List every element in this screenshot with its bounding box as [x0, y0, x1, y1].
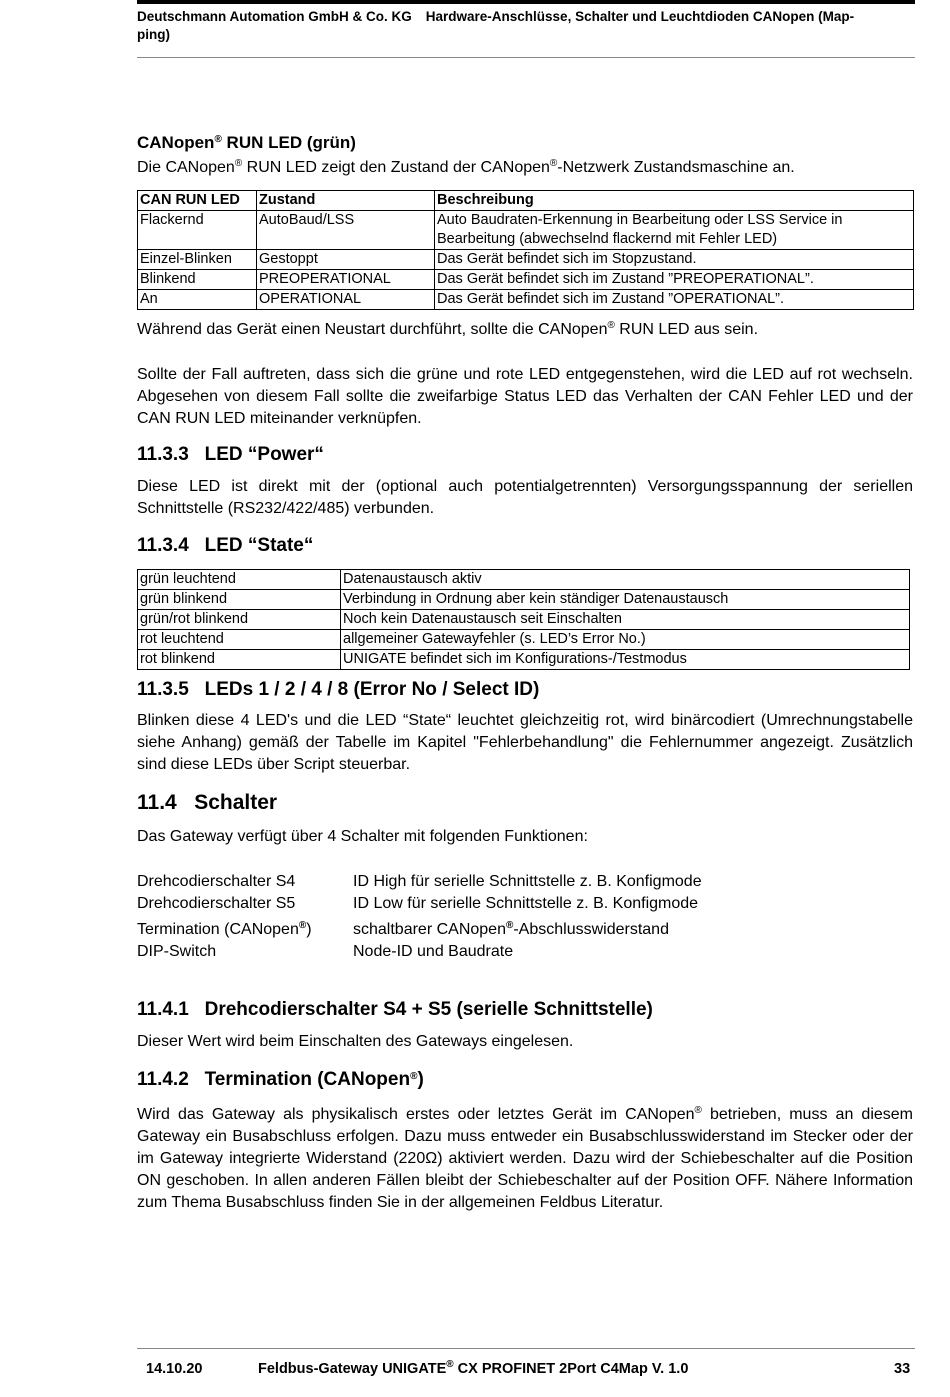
reg-mark: ®: [410, 1071, 418, 1082]
table-cell: Noch kein Datenaustausch seit Einschalten: [341, 610, 910, 630]
table-row: [138, 570, 910, 590]
table-cell: UNIGATE befindet sich im Konfigurations-/Testmodus: [341, 650, 910, 670]
intro-c: -Netzwerk Zustandsmaschine an.: [557, 159, 795, 176]
state-heading: 11.3.4 LED “State“: [137, 535, 314, 556]
table-cell: Verbindung in Ordnung aber kein ständiger Datenaustausch: [341, 590, 910, 610]
power-heading: 11.3.3 LED “Power“: [137, 444, 324, 465]
footer-title-b: CX PROFINET 2Port C4Map V. 1.0: [453, 1361, 689, 1377]
switch-name: Drehcodierschalter S5: [137, 895, 296, 912]
restart-a: Während das Gerät einen Neustart durchführt, sollte die CANopen: [137, 321, 608, 338]
table-row: [138, 590, 910, 610]
run-led-title-b: RUN LED (grün): [221, 133, 356, 152]
termination-heading: [137, 1069, 913, 1091]
run-led-table: [137, 190, 914, 310]
switch-name: Drehcodierschalter S4: [137, 873, 296, 890]
th-zustand: Zustand: [257, 191, 435, 211]
termination-paragraph: [137, 1104, 913, 1214]
intro-b: RUN LED zeigt den Zustand der CANopen: [242, 159, 550, 176]
leds-heading: 11.3.5 LEDs 1 / 2 / 4 / 8 (Error No / Select ID): [137, 679, 540, 700]
reg-mark: ®: [298, 920, 307, 931]
power-paragraph: Diese LED ist direkt mit der (optional auch potentialgetrennten) Versorgungsspannung der seriellen Schnittstelle (RS232/422/485) verbunden.: [137, 478, 913, 517]
switch-function-b: -Abschlusswiderstand: [513, 921, 669, 938]
reg-mark: ®: [549, 158, 558, 169]
table-header-row: [138, 191, 914, 211]
switch-function-a: schaltbarer CANopen: [353, 921, 506, 938]
schalter-intro: Das Gateway verfügt über 4 Schalter mit folgenden Funktionen:: [137, 828, 588, 845]
table-cell: Blinkend: [138, 270, 257, 290]
drehcodier-paragraph: Dieser Wert wird beim Einschalten des Gateways eingelesen.: [137, 1033, 574, 1050]
restart-b: RUN LED aus sein.: [614, 321, 759, 338]
intro-a: Die CANopen: [137, 159, 235, 176]
footer-title-a: Feldbus-Gateway UNIGATE: [258, 1361, 447, 1377]
leds-paragraph: Blinken diese 4 LED's und die LED “State“ leuchtet gleichzeitig rot, wird binärcodiert (Umrechnungstabelle siehe Anhang) gemäß der Tabelle im Kapitel "Fehlerbehandlung" die Fehlernummer angezeigt. Zusätzlich sind diese LEDs über Script steuerbar.: [137, 712, 913, 773]
table-cell: Einzel-Blinken: [138, 250, 257, 270]
footer-rule: [137, 1348, 915, 1349]
table-cell: grün leuchtend: [138, 570, 341, 590]
table-row: [138, 630, 910, 650]
run-led-title: [137, 132, 913, 154]
table-cell: grün/rot blinkend: [138, 610, 341, 630]
switch-name: [137, 919, 312, 941]
table-cell: An: [138, 290, 257, 310]
page-header: [137, 8, 915, 44]
table-row: [138, 250, 914, 270]
reg-mark: ®: [505, 920, 514, 931]
header-top-rule: [137, 0, 915, 4]
termination-text-a: Wird das Gateway als physikalisch erstes oder letztes Gerät im CANopen: [137, 1106, 695, 1123]
termination-heading-a: 11.4.2 Termination (CANopen: [137, 1069, 411, 1090]
table-cell: Datenaustausch aktiv: [341, 570, 910, 590]
table-cell: AutoBaud/LSS: [257, 211, 435, 250]
reg-mark: ®: [446, 1359, 454, 1370]
header-chapter-cont: ping): [137, 27, 170, 42]
conflict-paragraph: Sollte der Fall auftreten, dass sich die grüne und rote LED entgegenstehen, wird die LED auf rot wechseln. Abgesehen von diesem Fall sollte die zweifarbige Status LED das Verhalten der CAN Fehler LED und der CAN RUN LED miteinander verknüpfen.: [137, 366, 913, 427]
switch-name: DIP-Switch: [137, 943, 217, 960]
table-cell: Das Gerät befindet sich im Stopzustand.: [435, 250, 914, 270]
table-row: [138, 290, 914, 310]
reg-mark: ®: [694, 1105, 702, 1116]
switch-function: ID Low für serielle Schnittstelle z. B. Konfigmode: [353, 895, 699, 912]
run-led-title-a: CANopen: [137, 133, 215, 152]
header-chapter: Hardware-Anschlüsse, Schalter und Leuchtdioden CANopen (Map-: [425, 9, 855, 24]
footer-date: 14.10.20: [146, 1361, 203, 1377]
reg-mark: ®: [214, 134, 222, 145]
table-cell: Auto Baudraten-Erkennung in Bearbeitung oder LSS Service in Bearbeitung (abwechselnd flackernd mit Fehler LED): [435, 211, 914, 250]
schalter-heading: 11.4 Schalter: [137, 791, 278, 814]
table-cell: OPERATIONAL: [257, 290, 435, 310]
table-cell: rot leuchtend: [138, 630, 341, 650]
restart-paragraph: [137, 319, 913, 341]
table-cell: PREOPERATIONAL: [257, 270, 435, 290]
table-row: [138, 650, 910, 670]
reg-mark: ®: [234, 158, 243, 169]
table-cell: Das Gerät befindet sich im Zustand ”PREOPERATIONAL”.: [435, 270, 914, 290]
table-cell: Gestoppt: [257, 250, 435, 270]
reg-mark: ®: [607, 320, 615, 331]
table-row: [138, 211, 914, 250]
termination-text-b: betrieben, muss an diesem Gateway ein Busabschluss erfolgen. Dazu muss entweder ein Busabschlusswiderstand im Stecker oder der im Gateway integrierte Widerstand (220Ω) aktiviert werden. Dazu wird der Schiebeschalter auf die Position ON geschoben. In allen anderen Fällen bleibt der Schiebeschalter auf der Position OFF. Nähere Information zum Thema Busabschluss finden Sie in der allgemeinen Feldbus Literatur.: [137, 1106, 914, 1211]
table-cell: rot blinkend: [138, 650, 341, 670]
header-company: Deutschmann Automation GmbH & Co. KG: [137, 9, 412, 24]
table-cell: grün blinkend: [138, 590, 341, 610]
header-rule: [137, 57, 915, 58]
table-row: [138, 270, 914, 290]
run-led-intro: [137, 157, 913, 179]
footer-title: [258, 1361, 688, 1377]
switch-function: [353, 919, 669, 941]
termination-heading-b: ): [417, 1069, 424, 1090]
table-cell: Flackernd: [138, 211, 257, 250]
switch-function: ID High für serielle Schnittstelle z. B. Konfigmode: [353, 873, 702, 890]
table-cell: Das Gerät befindet sich im Zustand ”OPERATIONAL”.: [435, 290, 914, 310]
table-row: [138, 610, 910, 630]
th-beschreibung: Beschreibung: [435, 191, 914, 211]
switch-function: Node-ID und Baudrate: [353, 943, 514, 960]
switch-name-a: Termination (CANopen: [137, 921, 299, 938]
drehcodier-heading: 11.4.1 Drehcodierschalter S4 + S5 (serielle Schnittstelle): [137, 999, 653, 1020]
table-cell: allgemeiner Gatewayfehler (s. LED’s Error No.): [341, 630, 910, 650]
state-table: [137, 569, 910, 670]
switch-name-b: ): [306, 921, 312, 938]
footer-page-number: 33: [894, 1361, 911, 1377]
th-can-run-led: CAN RUN LED: [138, 191, 257, 211]
